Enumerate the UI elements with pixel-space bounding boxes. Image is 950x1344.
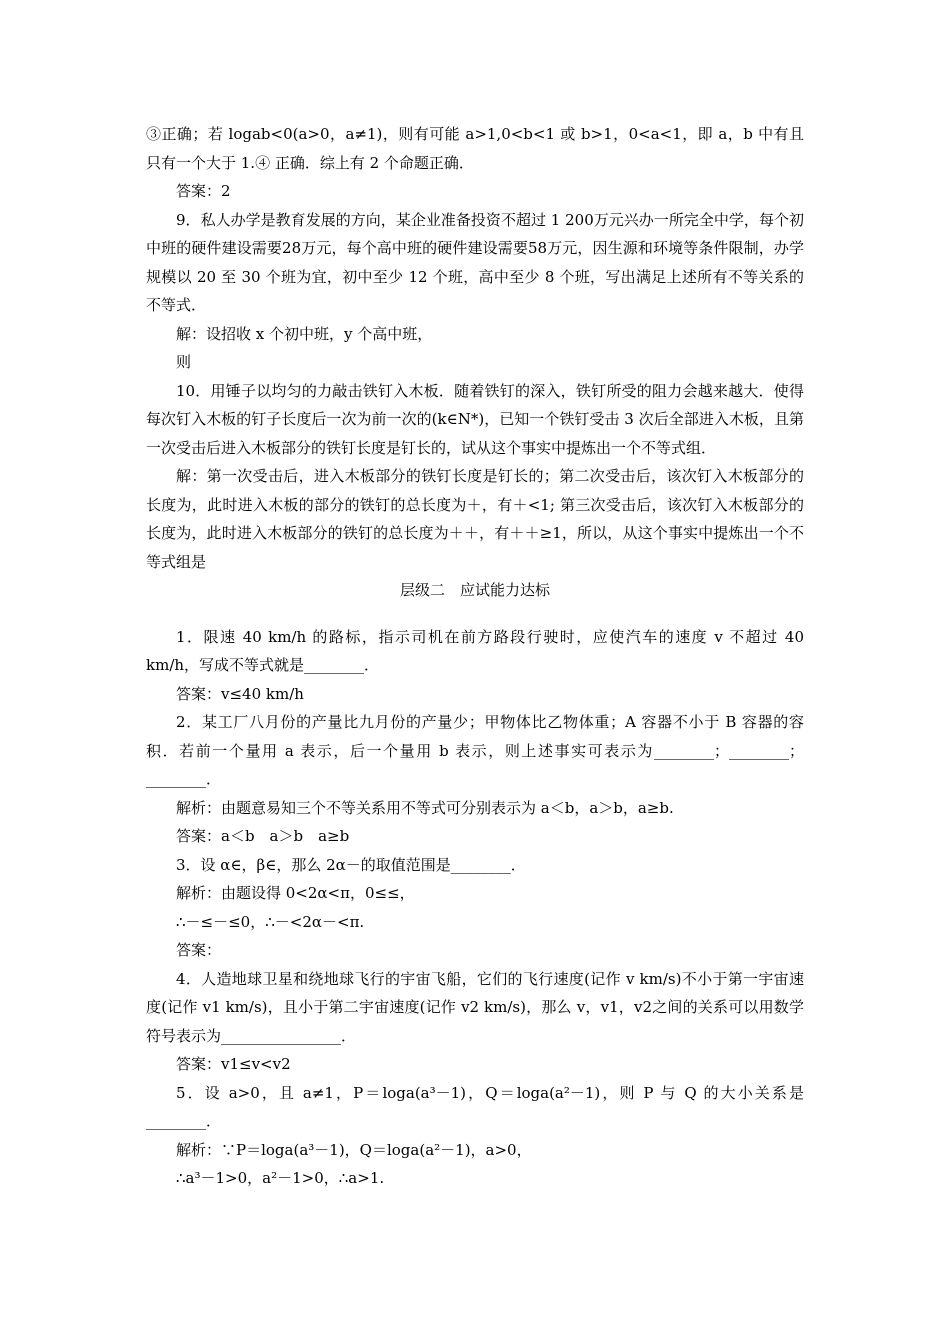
paragraph-p07: 解：第一次受击后，进入木板部分的铁钉长度是钉长的；第二次受击后，该次钉入木板部分的长度为，此时进入木板的部分的铁钉的总长度为＋，有＋<1; 第三次受击后，该次钉入木板部分的长度为，此时进入木板部分的铁钉的总长度为＋＋，有＋＋≥1，所以，从这个事实中提炼出一个不等式组是: [146, 467, 804, 571]
paragraph-p03: 9．私人办学是教育发展的方向，某企业准备投资不超过 1 200万元兴办一所完全中学，每个初中班的硬件建设需要28万元，每个高中班的硬件建设需要58万元，因生源和环境等条件限制，办学规模以 20 至 30 个班为宜，初中至少 12 个班，高中至少 8 个班，写出满足上述所有不等关系的不等式．: [146, 210, 804, 314]
paragraph-p02: 答案：2: [176, 182, 231, 200]
top-text-block: [146, 120, 804, 576]
paragraph-q01: 1．限速 40 km/h 的路标，指示司机在前方路段行驶时，应使汽车的速度 v 不超过 40 km/h，写成不等式就是________．: [146, 627, 804, 674]
paragraph-q04: 解析：由题意易知三个不等关系用不等式可分别表示为 a＜b，a＞b，a≥b.: [176, 798, 674, 817]
section-title: 层级二 应试能力达标: [399, 581, 550, 599]
paragraph-q10: 4．人造地球卫星和绕地球飞行的宇宙飞船，它们的飞行速度(记作 v km/s)不小于第一宇宙速度(记作 v1 km/s)，且小于第二宇宙速度(记作 v2 km/s)，那么 v，v1，v2之间的关系可以用数学符号表示为________________．: [146, 969, 804, 1045]
paragraph-q11: 答案：v1≤v<v2: [176, 1055, 291, 1073]
paragraph-p05: 则: [176, 353, 192, 371]
paragraph-q08: ∴－≤－≤0，∴－<2α－<π.: [176, 912, 365, 931]
paragraph-q05: 答案：a＜b a＞b a≥b: [176, 827, 350, 845]
paragraph-p04: 解：设招收 x 个初中班，y 个高中班，: [176, 324, 433, 343]
paragraph-p01: ③正确；若 logab<0(a>0，a≠1)，则有可能 a>1,0<b<1 或 b>1，0<a<1，即 a，b 中有且只有一个大于 1.④ 正确．综上有 2 个命题正确．: [146, 125, 804, 172]
bottom-text-block: [146, 623, 804, 1193]
paragraph-q13: 解析：∵P＝loga(a³－1)，Q＝loga(a²－1)，a>0，: [176, 1140, 532, 1159]
paragraph-p06: 10．用锤子以均匀的力敲击铁钉入木板．随着铁钉的深入，铁钉所受的阻力会越来越大．使得每次钉入木板的钉子长度后一次为前一次的(k∈N*)，已知一个铁钉受击 3 次后全部进入木板，且第一次受击后进入木板部分的铁钉长度是钉长的，试从这个事实中提炼出一个不等式组．: [146, 381, 804, 457]
paragraph-q09: 答案：: [176, 941, 222, 959]
paragraph-q07: 解析：由题设得 0<2α<π，0≤≤，: [176, 884, 415, 902]
paragraph-q06: 3．设 α∈，β∈，那么 2α－的取值范围是________．: [176, 855, 526, 874]
paragraph-q14: ∴a³－1>0，a²－1>0，∴a>1.: [176, 1169, 385, 1187]
paragraph-q12: 5．设 a>0，且 a≠1，P＝loga(a³－1)，Q＝loga(a²－1)，则 P 与 Q 的大小关系是________．: [146, 1083, 804, 1130]
paragraph-q03: 2．某工厂八月份的产量比九月份的产量少；甲物体比乙物体重；A 容器不小于 B 容器的容积．若前一个量用 a 表示，后一个量用 b 表示，则上述事实可表示为________；________；________．: [146, 713, 804, 788]
paragraph-q02: 答案：v≤40 km/h: [176, 684, 304, 703]
